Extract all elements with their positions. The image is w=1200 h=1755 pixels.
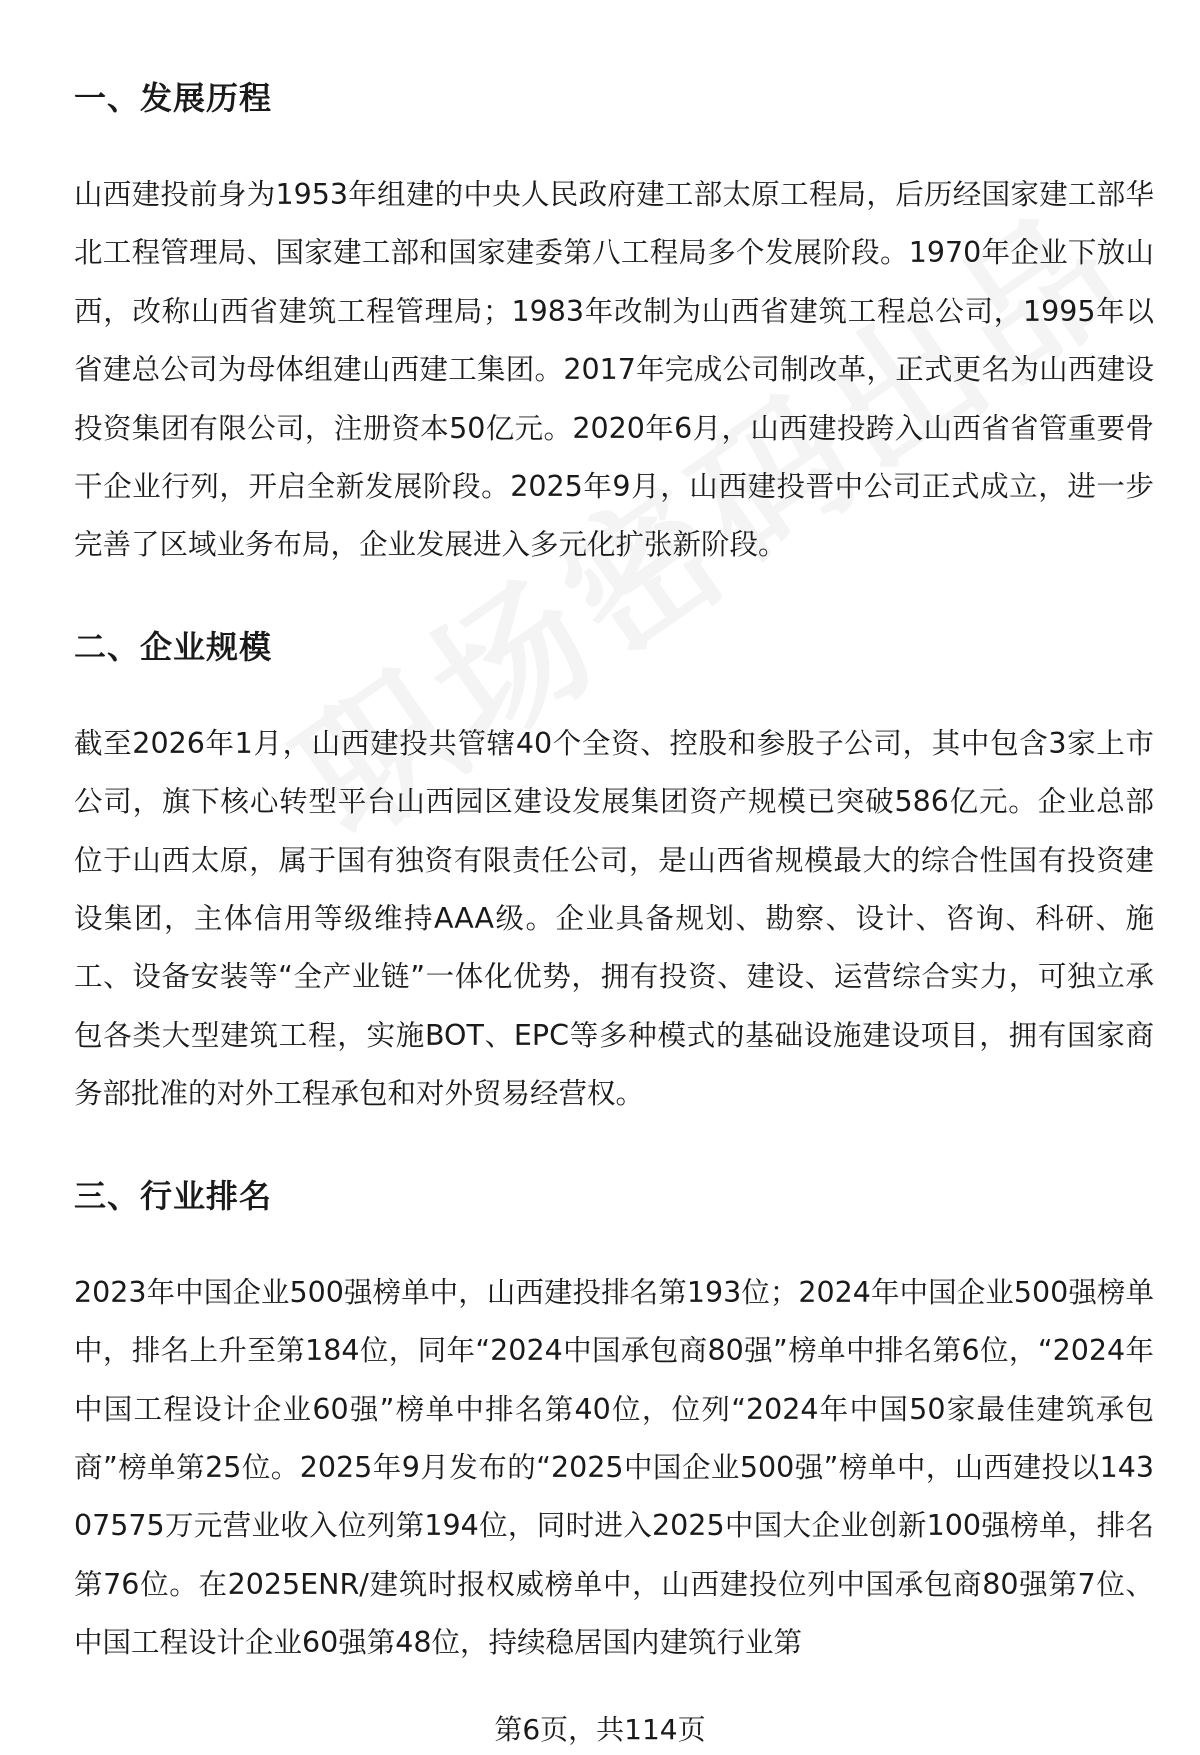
document-content (74, 62, 1154, 1709)
section-title-ranking: 三、行业排名 (74, 1176, 273, 1215)
section-body-ranking: 2023年中国企业500强榜单中，山西建投排名第193位；2024年中国企业500强榜单中，排名上升至第184位，同年“2024中国承包商80强”榜单中排名第6位，“2024年中国工程设计企业60强”榜单中排名第40位，位列“2024年中国50家最佳建筑承包商”榜单第25位。2025年9月发布的“2025中国企业500强”榜单中，山西建投以14307575万元营业收入位列第194位，同时进入2025中国大企业创新100强榜单，排名第76位。在2025ENR/建筑时报权威榜单中，山西建投位列中国承包商80强第7位、中国工程设计企业60强第48位，持续稳居国内建筑行业第 (74, 1275, 1154, 1660)
section-title-scale: 二、企业规模 (74, 627, 273, 666)
section-body-scale: 截至2026年1月，山西建投共管辖40个全资、控股和参股子公司，其中包含3家上市公司，旗下核心转型平台山西园区建设发展集团资产规模已突破586亿元。企业总部位于山西太原，属于国有独资有限责任公司，是山西省规模最大的综合性国有投资建设集团，主体信用等级维持AAA级。企业具备规划、勘察、设计、咨询、科研、施工、设备安装等“全产业链”一体化优势，拥有投资、建设、运营综合实力，可独立承包各类大型建筑工程，实施BOT、EPC等多种模式的基础设施建设项目，拥有国家商务部批准的对外工程承包和对外贸易经营权。 (74, 726, 1154, 1111)
section-title-history: 一、发展历程 (74, 79, 273, 117)
section-body-history: 山西建投前身为1953年组建的中央人民政府建工部太原工程局，后历经国家建工部华北工程管理局、国家建工部和国家建委第八工程局多个发展阶段。1970年企业下放山西，改称山西省建筑工程管理局；1983年改制为山西省建筑工程总公司，1995年以省建总公司为母体组建山西建工集团。2017年完成公司制改革，正式更名为山西建设投资集团有限公司，注册资本50亿元。2020年6月，山西建投跨入山西省省管重要骨干企业行列，开启全新发展阶段。2025年9月，山西建投晋中公司正式成立，进一步完善了区域业务布局，企业发展进入多元化扩张新阶段。 (74, 178, 1154, 562)
page-number-footer: 第6页，共114页 (494, 1713, 706, 1746)
